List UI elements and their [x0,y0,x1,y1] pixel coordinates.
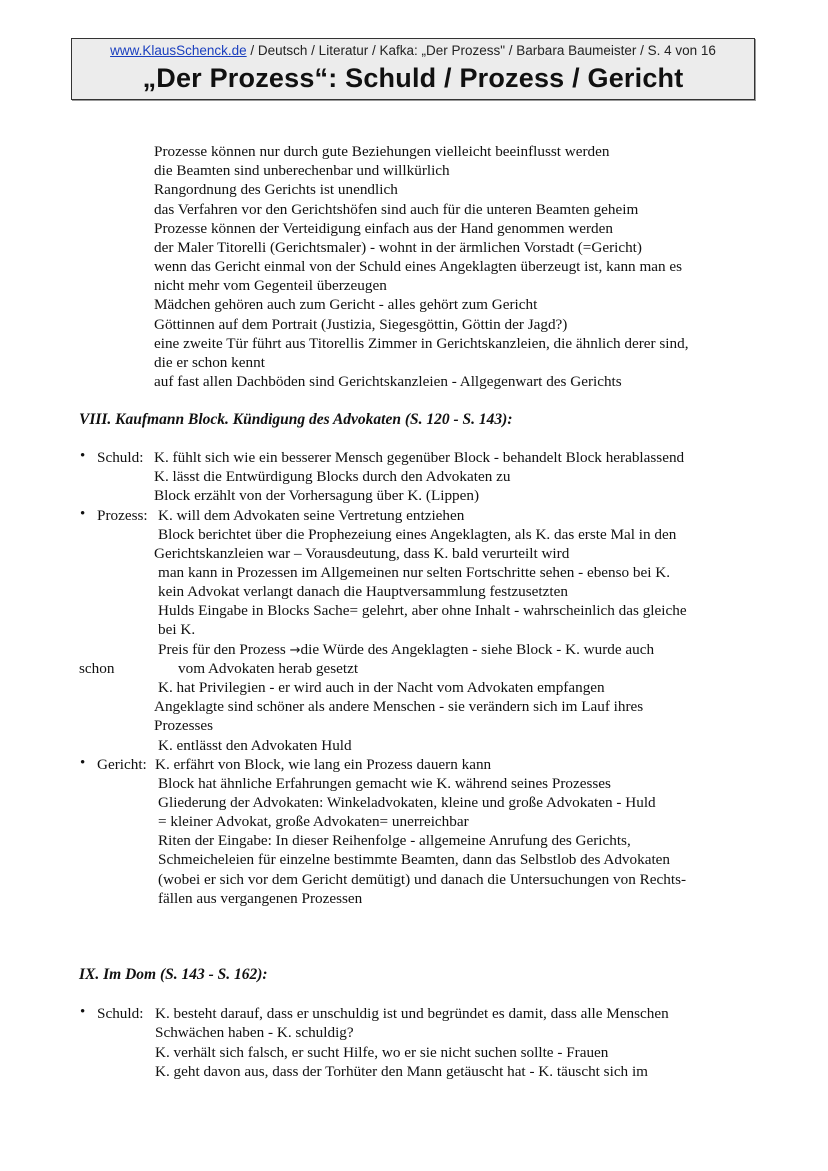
intro-line: Prozesse können nur durch gute Beziehungen vielleicht beeinflusst werden [154,143,610,160]
section-heading-viii: VIII. Kaufmann Block. Kündigung des Advokaten (S. 120 - S. 143): [79,411,513,428]
gericht-line: Block hat ähnliche Erfahrungen gemacht wie K. während seines Prozesses [158,775,611,792]
schuld-line: K. verhält sich falsch, er sucht Hilfe, wo er sie nicht suchen sollte - Frauen [155,1044,609,1061]
prozess-line: Prozesses [154,717,214,734]
schuld-line: K. fühlt sich wie ein besserer Mensch gegenüber Block - behandelt Block herablassend [154,449,685,466]
intro-line: eine zweite Tür führt aus Titorellis Zimmer in Gerichtskanzleien, die ähnlich derer sind, [154,335,689,352]
prozess-line: K. hat Privilegien - er wird auch in der Nacht vom Advokaten empfangen [158,679,605,696]
intro-line: auf fast allen Dachböden sind Gerichtskanzleien - Allgegenwart des Gerichts [154,373,622,390]
intro-line: Rangordnung des Gerichts ist unendlich [154,181,398,198]
intro-line: die Beamten sind unberechenbar und willkürlich [154,162,450,179]
schuld-line: K. besteht darauf, dass er unschuldig ist und begründet es damit, dass alle Menschen [155,1005,669,1022]
prozess-preis-text: Preis für den Prozess [158,641,290,658]
prozess-line: Angeklagte sind schöner als andere Menschen - sie verändern sich im Lauf ihres [154,698,644,715]
page-title: „Der Prozess“: Schuld / Prozess / Gericht [142,63,684,93]
intro-line: Prozesse können der Verteidigung einfach aus der Hand genommen werden [154,220,613,237]
section-heading-ix: IX. Im Dom (S. 143 - S. 162): [79,966,268,983]
header-breadcrumb [72,43,754,58]
schuld-line: Block erzählt von der Vorhersagung über K. (Lippen) [154,487,480,504]
gericht-line: = kleiner Advokat, große Advokaten= unerreichbar [158,813,469,830]
intro-line: nicht mehr vom Gegenteil überzeugen [154,277,387,294]
bullet-icon: • [80,1004,86,1020]
header-path: / Deutsch / Literatur / Kafka: „Der Prozess" / Barbara Baumeister / S. 4 von 16 [246,43,716,58]
intro-line: wenn das Gericht einmal von der Schuld eines Angeklagten überzeugt ist, kann man es [154,258,683,275]
bullet-icon: • [80,755,86,771]
prozess-line: K. will dem Advokaten seine Vertretung entziehen [158,507,465,524]
prozess-wuerde-text: die Würde des Angeklagten - siehe Block - K. wurde auch [300,641,655,658]
label-gericht: Gericht: [97,756,147,773]
prozess-line: K. entlässt den Advokaten Huld [158,737,352,754]
arrow-right-icon: → [289,643,301,658]
bullet-icon: • [80,448,86,464]
label-schuld: Schuld: [97,449,144,466]
intro-line: die er schon kennt [154,354,265,371]
intro-line: Mädchen gehören auch zum Gericht - alles gehört zum Gericht [154,296,538,313]
label-prozess: Prozess: [97,507,148,524]
prozess-line [158,640,654,660]
website-link[interactable]: www.KlausSchenck.de [110,43,247,58]
gericht-line: K. erfährt von Block, wie lang ein Prozess dauern kann [155,756,492,773]
gericht-line: (wobei er sich vor dem Gericht demütigt) und danach die Untersuchungen von Rechts- [158,871,687,888]
intro-line: Göttinnen auf dem Portrait (Justizia, Siegesgöttin, Göttin der Jagd?) [154,316,568,333]
prozess-line: Block berichtet über die Prophezeiung eines Angeklagten, als K. das erste Mal in den [158,526,677,543]
gericht-line: Riten der Eingabe: In dieser Reihenfolge - allgemeine Anrufung des Gerichts, [158,832,631,849]
prozess-line: bei K. [158,621,196,638]
intro-line: das Verfahren vor den Gerichtshöfen sind auch für die unteren Beamten geheim [154,201,639,218]
gericht-line: Schmeicheleien für einzelne bestimmte Beamten, dann das Selbstlob des Advokaten [158,851,671,868]
schuld-line: K. geht davon aus, dass der Torhüter den Mann getäuscht hat - K. täuscht sich im [155,1063,648,1080]
schuld-line: Schwächen haben - K. schuldig? [155,1024,354,1041]
gericht-line: Gliederung der Advokaten: Winkeladvokaten, kleine und große Advokaten - Huld [158,794,656,811]
bullet-icon: • [80,506,86,522]
prozess-line: man kann in Prozessen im Allgemeinen nur selten Fortschritte sehen - ebenso bei K. [158,564,671,581]
intro-line: der Maler Titorelli (Gerichtsmaler) - wohnt in der ärmlichen Vorstadt (=Gericht) [154,239,642,256]
prozess-line-schon: schon [79,660,115,677]
schuld-line: K. lässt die Entwürdigung Blocks durch den Advokaten zu [154,468,511,485]
prozess-line: kein Advokat verlangt danach die Hauptversammlung festzusetzten [158,583,568,600]
gericht-line: fällen aus vergangenen Prozessen [158,890,363,907]
label-schuld: Schuld: [97,1005,144,1022]
prozess-line: Gerichtskanzleien war – Vorausdeutung, dass K. bald verurteilt wird [154,545,570,562]
prozess-line: Hulds Eingabe in Blocks Sache= gelehrt, aber ohne Inhalt - wahrscheinlich das gleiche [158,602,687,619]
page-header [71,38,755,100]
prozess-line: vom Advokaten herab gesetzt [178,660,359,677]
